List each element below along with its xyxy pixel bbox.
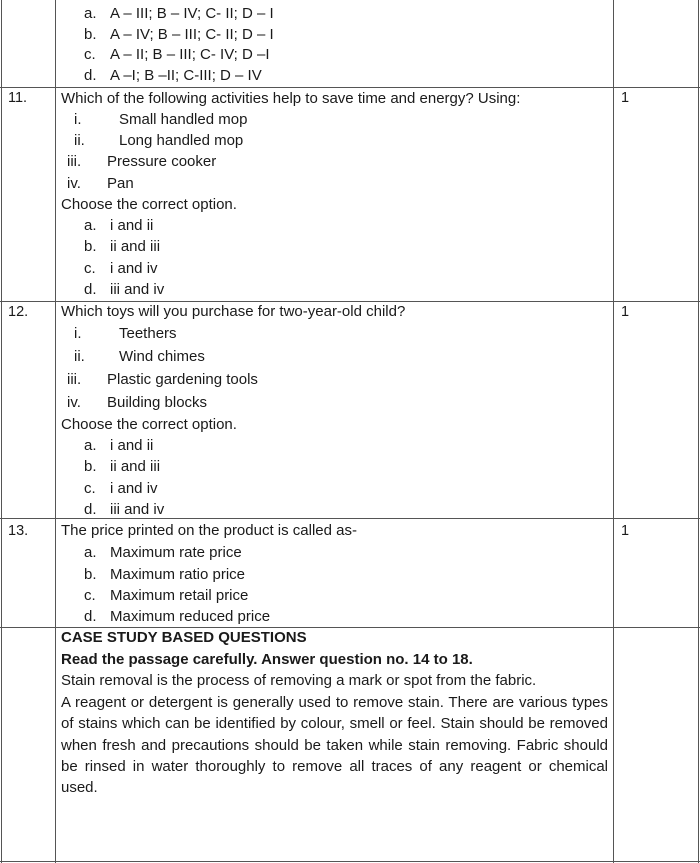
case-study-passage-first-line: Stain removal is the process of removing a mark or spot from the fabric.	[61, 672, 537, 689]
table-column-divider-marks	[613, 0, 614, 863]
list-item: iii. Plastic gardening tools	[67, 371, 258, 388]
row-divider-q11	[0, 87, 700, 88]
option-b: b. Maximum ratio price	[84, 566, 246, 583]
case-study-heading: CASE STUDY BASED QUESTIONS	[61, 629, 307, 646]
list-item: iii. Pressure cooker	[67, 153, 217, 170]
q10-option-c: c. A – II; B – III; C- IV; D –I	[84, 46, 270, 63]
option-d: d. iii and iv	[84, 501, 165, 518]
list-item: ii. Long handled mop	[74, 132, 244, 149]
table-border-bottom	[0, 861, 700, 862]
option-c: c. i and iv	[84, 480, 158, 497]
option-a: a. i and ii	[84, 217, 154, 234]
option-b: b. ii and iii	[84, 458, 161, 475]
question-instruction: Choose the correct option.	[61, 416, 237, 433]
option-d: d. Maximum reduced price	[84, 608, 271, 625]
table-column-divider-number	[55, 0, 56, 863]
question-marks: 1	[621, 90, 630, 106]
q10-option-d: d. A –I; B –II; C-III; D – IV	[84, 67, 262, 84]
option-c: c. i and iv	[84, 260, 158, 277]
list-item: i. Small handled mop	[74, 111, 248, 128]
question-text: Which of the following activities help to save time and energy? Using:	[61, 90, 521, 107]
question-text: The price printed on the product is called as-	[61, 522, 357, 539]
case-study-instruction: Read the passage carefully. Answer question no. 14 to 18.	[61, 651, 473, 668]
question-text: Which toys will you purchase for two-year-old child?	[61, 303, 406, 320]
option-a: a. i and ii	[84, 437, 154, 454]
table-border-left	[1, 0, 2, 863]
question-marks: 1	[621, 523, 630, 539]
list-item: iv. Pan	[67, 175, 134, 192]
q10-option-b: b. A – IV; B – III; C- II; D – I	[84, 26, 274, 43]
option-b: b. ii and iii	[84, 238, 161, 255]
case-study-passage: A reagent or detergent is generally used to remove stain. There are various types of stains which can be identified by colour, smell or feel. Stain should be removed when fresh and precautions should be taken while stain removing. Fabric should be rinsed in water thoroughly to remove all traces of any reagent or chemical used.	[61, 694, 608, 797]
question-number: 13.	[8, 523, 29, 539]
question-marks: 1	[621, 304, 630, 320]
list-item: ii. Wind chimes	[74, 348, 205, 365]
question-number: 12.	[8, 304, 29, 320]
question-instruction: Choose the correct option.	[61, 196, 237, 213]
option-c: c. Maximum retail price	[84, 587, 249, 604]
q10-option-a: a. A – III; B – IV; C- II; D – I	[84, 5, 274, 22]
question-number: 11.	[8, 90, 28, 106]
option-a: a. Maximum rate price	[84, 544, 242, 561]
list-item: iv. Building blocks	[67, 394, 208, 411]
table-border-right	[698, 0, 699, 863]
list-item: i. Teethers	[74, 325, 177, 342]
option-d: d. iii and iv	[84, 281, 165, 298]
